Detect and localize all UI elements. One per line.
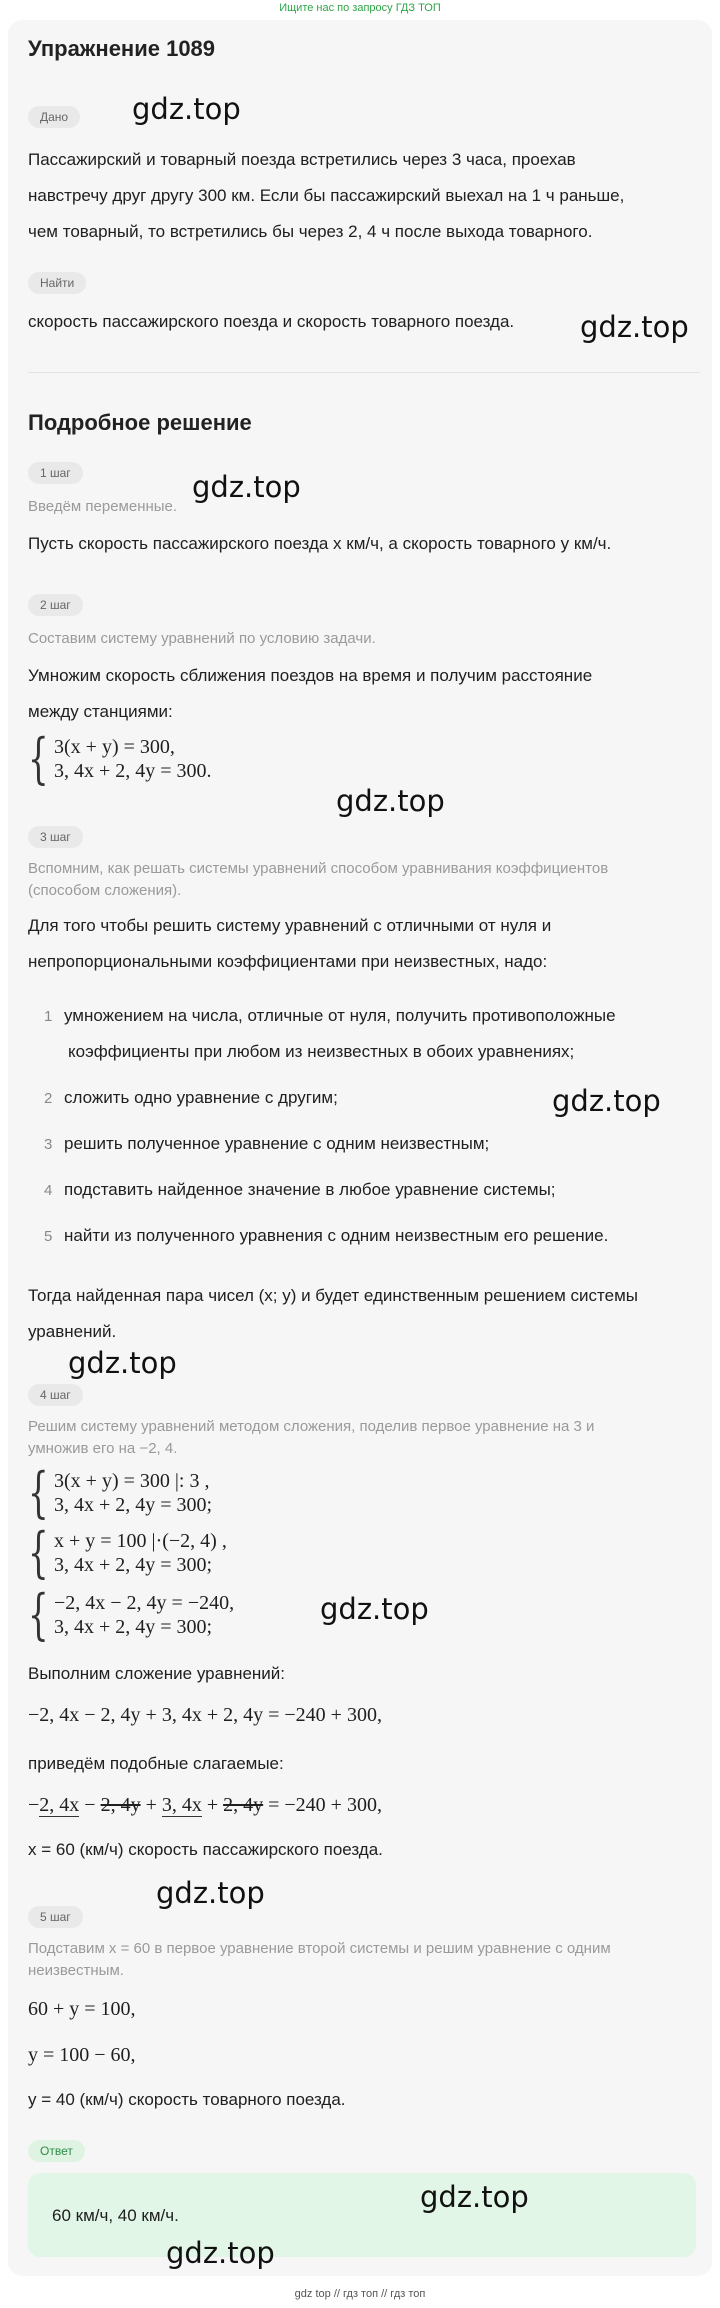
brace-icon: { [28,727,49,790]
equation: 3, 4x + 2, 4y = 300; [54,1616,213,1638]
step-2-hint: Составим систему уравнений по условию задачи. [28,630,376,647]
watermark: gdz.top [320,1592,429,1626]
equation-part: + [201,1794,224,1816]
step-4-hint-line-1: Решим систему уравнений методом сложения, поделив первое уравнение на 3 и [28,1418,595,1435]
watermark: gdz.top [166,2236,275,2270]
equation-part: + [140,1794,162,1816]
list-item-number: 1 [44,1008,53,1025]
step-1-text: Пусть скорость пассажирского поезда x км/ч, а скорость товарного y км/ч. [28,534,612,553]
equation-part: − [79,1794,101,1816]
exercise-title: Упражнение 1089 [28,36,216,61]
step-3-pill: 3 шаг [28,826,83,848]
y-result: y = 40 (км/ч) скорость товарного поезда. [28,2090,346,2109]
divider [28,372,700,373]
addition-equation: −2, 4x − 2, 4y + 3, 4x + 2, 4y = −240 + 300, [28,1704,382,1726]
crossed-term: 2, 4y [100,1794,141,1816]
step-1-hint: Введём переменные. [28,498,178,515]
step-5-hint-line-1: Подставим x = 60 в первое уравнение второй системы и решим уравнение с одним [28,1940,611,1957]
addition-label: Выполним сложение уравнений: [28,1664,286,1683]
footer-separator: // [381,2288,388,2300]
similar-terms-label: приведём подобные слагаемые: [28,1754,284,1773]
watermark: gdz.top [420,2180,529,2214]
step-4-hint-line-2: умножив его на −2, 4. [28,1440,178,1457]
watermark: gdz.top [156,1876,265,1910]
footer-link[interactable]: гдз топ [343,2288,379,2300]
watermark: gdz.top [132,92,241,126]
equation: 3, 4x + 2, 4y = 300; [54,1494,213,1516]
brace-icon: { [28,1461,49,1524]
watermark: gdz.top [68,1346,177,1380]
list-item-number: 2 [44,1090,53,1107]
watermark: gdz.top [580,310,689,344]
step-2-text-line-2: между станциями: [28,702,173,721]
x-result: x = 60 (км/ч) скорость пассажирского поезда. [28,1840,383,1859]
brace-icon: { [28,1583,49,1646]
step-1-pill: 1 шаг [28,462,83,484]
footer-link[interactable]: гдз топ [390,2288,426,2300]
given-text-line-2: навстречу друг другу 300 км. Если бы пассажирский выехал на 1 ч раньше, [28,186,625,205]
step-3-hint-line-2: (способом сложения). [28,882,182,899]
list-item: коэффициенты при любом из неизвестных в обоих уравнениях; [68,1042,575,1061]
equation: 3(x + y) = 300, [54,736,175,758]
answer-pill: Ответ [28,2140,85,2162]
watermark: gdz.top [336,784,445,818]
step-2-pill: 2 шаг [28,594,83,616]
footer-links [0,2288,720,2300]
crossed-term: 2, 4y [223,1794,264,1816]
equation: x + y = 100 |·(−2, 4) , [54,1530,227,1552]
step-3-hint-line-1: Вспомним, как решать системы уравнений способом уравнивания коэффициентов [28,860,609,877]
footer-separator: // [333,2288,340,2300]
step-3-after-line-1: Тогда найденная пара чисел (x; y) и будет единственным решением системы [28,1286,638,1305]
watermark: gdz.top [552,1084,661,1118]
given-text-line-1: Пассажирский и товарный поезда встретились через 3 часа, проехав [28,150,576,169]
list-item: умножением на числа, отличные от нуля, получить противоположные [64,1006,616,1025]
step-3-text-line-1: Для того чтобы решить систему уравнений с отличными от нуля и [28,916,552,935]
list-item-number: 5 [44,1228,53,1245]
step-4-pill: 4 шаг [28,1384,83,1406]
equation: 3(x + y) = 300 |: 3 , [54,1470,210,1492]
list-item: сложить одно уравнение с другим; [64,1088,338,1107]
step-5-hint-line-2: неизвестным. [28,1962,124,1979]
find-pill: Найти [28,272,86,294]
equation: 3, 4x + 2, 4y = 300. [54,760,212,782]
list-item-number: 3 [44,1136,53,1153]
find-text: скорость пассажирского поезда и скорость товарного поезда. [28,312,515,331]
list-item-number: 4 [44,1182,53,1199]
watermark: gdz.top [192,470,301,504]
list-item: решить полученное уравнение с одним неизвестным; [64,1134,490,1153]
equation: y = 100 − 60, [28,2044,136,2066]
step-3-after-line-2: уравнений. [28,1322,117,1341]
equation: 3, 4x + 2, 4y = 300; [54,1554,213,1576]
step-2-text-line-1: Умножим скорость сближения поездов на время и получим расстояние [28,666,593,685]
step-3-text-line-2: непропорциональными коэффициентами при неизвестных, надо: [28,952,548,971]
top-search-link[interactable]: Ищите нас по запросу ГДЗ ТОП [279,2,441,14]
list-item: найти из полученного уравнения с одним неизвестным его решение. [64,1226,609,1245]
equation: −2, 4x − 2, 4y = −240, [54,1592,235,1614]
equation-part: − [28,1794,40,1816]
footer-link[interactable]: gdz top [294,2288,331,2300]
given-text-line-3: чем товарный, то встретились бы через 2, 4 ч после выхода товарного. [28,222,593,241]
underlined-term: 3, 4x [161,1794,202,1816]
answer-text: 60 км/ч, 40 км/ч. [52,2206,179,2225]
underlined-term: 2, 4x [39,1794,80,1816]
similar-terms-equation [28,1794,382,1817]
equation: 60 + y = 100, [28,1998,136,2020]
given-pill: Дано [28,106,80,128]
solution-title: Подробное решение [28,410,252,435]
brace-icon: { [28,1521,49,1584]
step-5-pill: 5 шаг [28,1906,83,1928]
equation-part: = −240 + 300, [263,1794,382,1816]
list-item: подставить найденное значение в любое уравнение системы; [64,1180,556,1199]
